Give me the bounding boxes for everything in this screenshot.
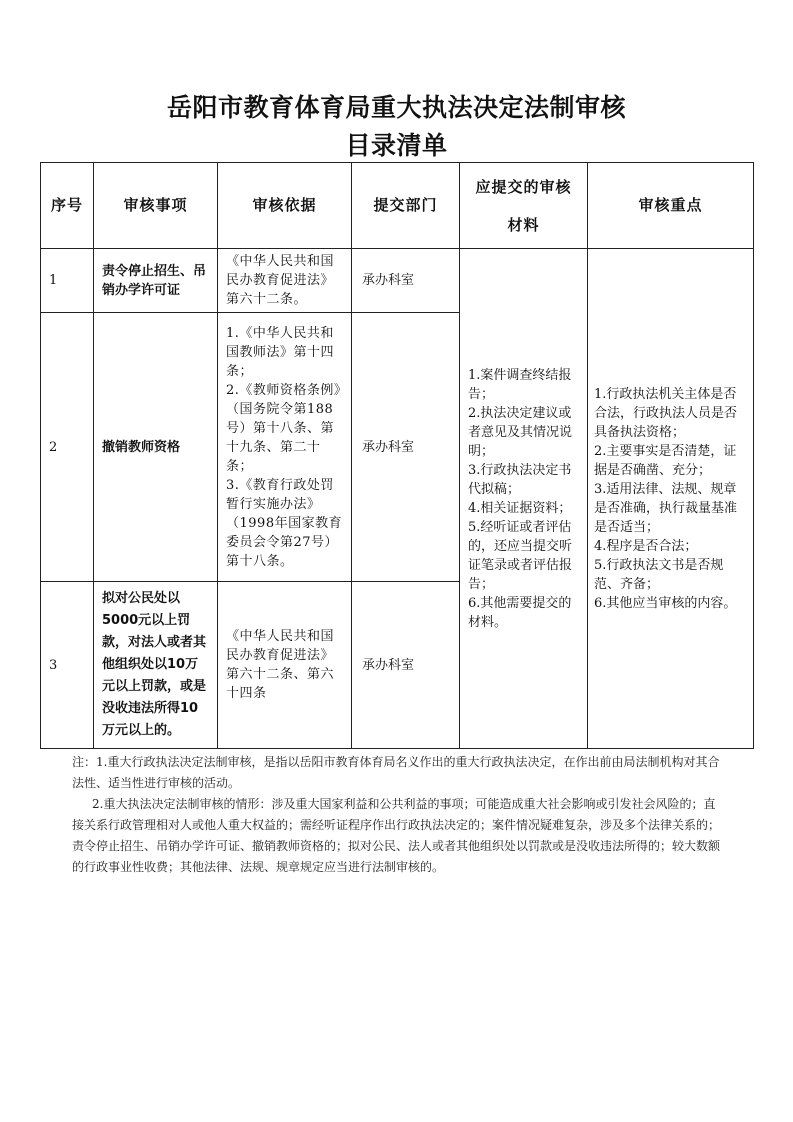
focus-item: 4.程序是否合法； [594, 538, 698, 554]
basis-line: 3.《教育行政处罚暂行实施办法》（1998年国家教育委员会令第27号）第十八条。 [226, 477, 343, 569]
review-basis: 《中华人民共和国民办教育促进法》第六十二条、第六十四条 [218, 582, 352, 749]
focus-item: 1.行政执法机关主体是否合法，行政执法人员是否具备执法资格； [594, 386, 738, 440]
review-basis [218, 313, 352, 582]
basis-line: 2.《教师资格条例》（国务院令第188号）第十八条、第十九条、第二十条； [226, 382, 341, 474]
required-materials [460, 249, 588, 749]
header-basis: 审核依据 [218, 163, 352, 249]
note-1: 注：1.重大行政执法决定法制审核，是指以岳阳市教育体育局名义作出的重大行政执法决定，在作出前由局法制机构对其合法性、适当性进行审核的活动。 [72, 755, 720, 790]
material-item: 4.相关证据资料； [468, 500, 572, 516]
review-focus [588, 249, 754, 749]
review-item: 撤销教师资格 [94, 313, 218, 582]
review-item: 拟对公民处以5000元以上罚款，对法人或者其他组织处以10万元以上罚款，或是没收违法所得10万元以上的。 [94, 582, 218, 749]
material-item: 6.其他需要提交的材料。 [468, 595, 572, 630]
row-number: 1 [41, 249, 94, 313]
row-number: 3 [41, 582, 94, 749]
material-item: 5.经听证或者评估的，还应当提交听证笔录或者评估报告； [468, 519, 573, 592]
page-title: 岳阳市教育体育局重大执法决定法制审核 [166, 93, 626, 122]
basis-line: 1.《中华人民共和国教师法》第十四条； [226, 325, 335, 379]
review-catalog-table [40, 162, 754, 749]
header-focus: 审核重点 [588, 163, 754, 249]
focus-item: 6.其他应当审核的内容。 [594, 595, 737, 611]
page-subtitle: 目录清单 [345, 131, 448, 160]
review-item: 责令停止招生、吊销办学许可证 [94, 249, 218, 313]
submitting-dept: 承办科室 [352, 249, 460, 313]
material-item: 3.行政执法决定书代拟稿； [468, 462, 572, 497]
header-no: 序号 [41, 163, 94, 249]
submitting-dept: 承办科室 [352, 582, 460, 749]
table-header-row [41, 163, 754, 249]
header-dept: 提交部门 [352, 163, 460, 249]
row-number: 2 [41, 313, 94, 582]
material-item: 1.案件调查终结报告； [468, 367, 572, 402]
focus-item: 5.行政执法文书是否规范、齐备； [594, 557, 724, 592]
header-materials: 应提交的审核材料 [460, 163, 588, 249]
review-basis: 《中华人民共和国民办教育促进法》第六十二条。 [218, 249, 352, 313]
footnotes [72, 752, 720, 878]
header-item: 审核事项 [94, 163, 218, 249]
focus-item: 3.适用法律、法规、规章是否准确，执行裁量基准是否适当； [594, 481, 738, 535]
note-2: 2.重大执法决定法制审核的情形：涉及重大国家利益和公共利益的事项；可能造成重大社会影响或引发社会风险的；直接关系行政管理相对人或他人重大权益的；需经听证程序作出行政执法决定的；案件情况疑难复杂，涉及多个法律关系的；责令停止招生、吊销办学许可证、撤销教师资格的；拟对公民、法人或者其他组织处以罚款或是没收违法所得的；较大数额的行政事业性收费；其他法律、法规、规章规定应当进行法制审核的。 [72, 797, 721, 874]
submitting-dept: 承办科室 [352, 313, 460, 582]
table-row [41, 249, 754, 313]
material-item: 2.执法决定建议或者意见及其情况说明； [468, 405, 573, 459]
focus-item: 2.主要事实是否清楚，证据是否确凿、充分； [594, 443, 737, 478]
